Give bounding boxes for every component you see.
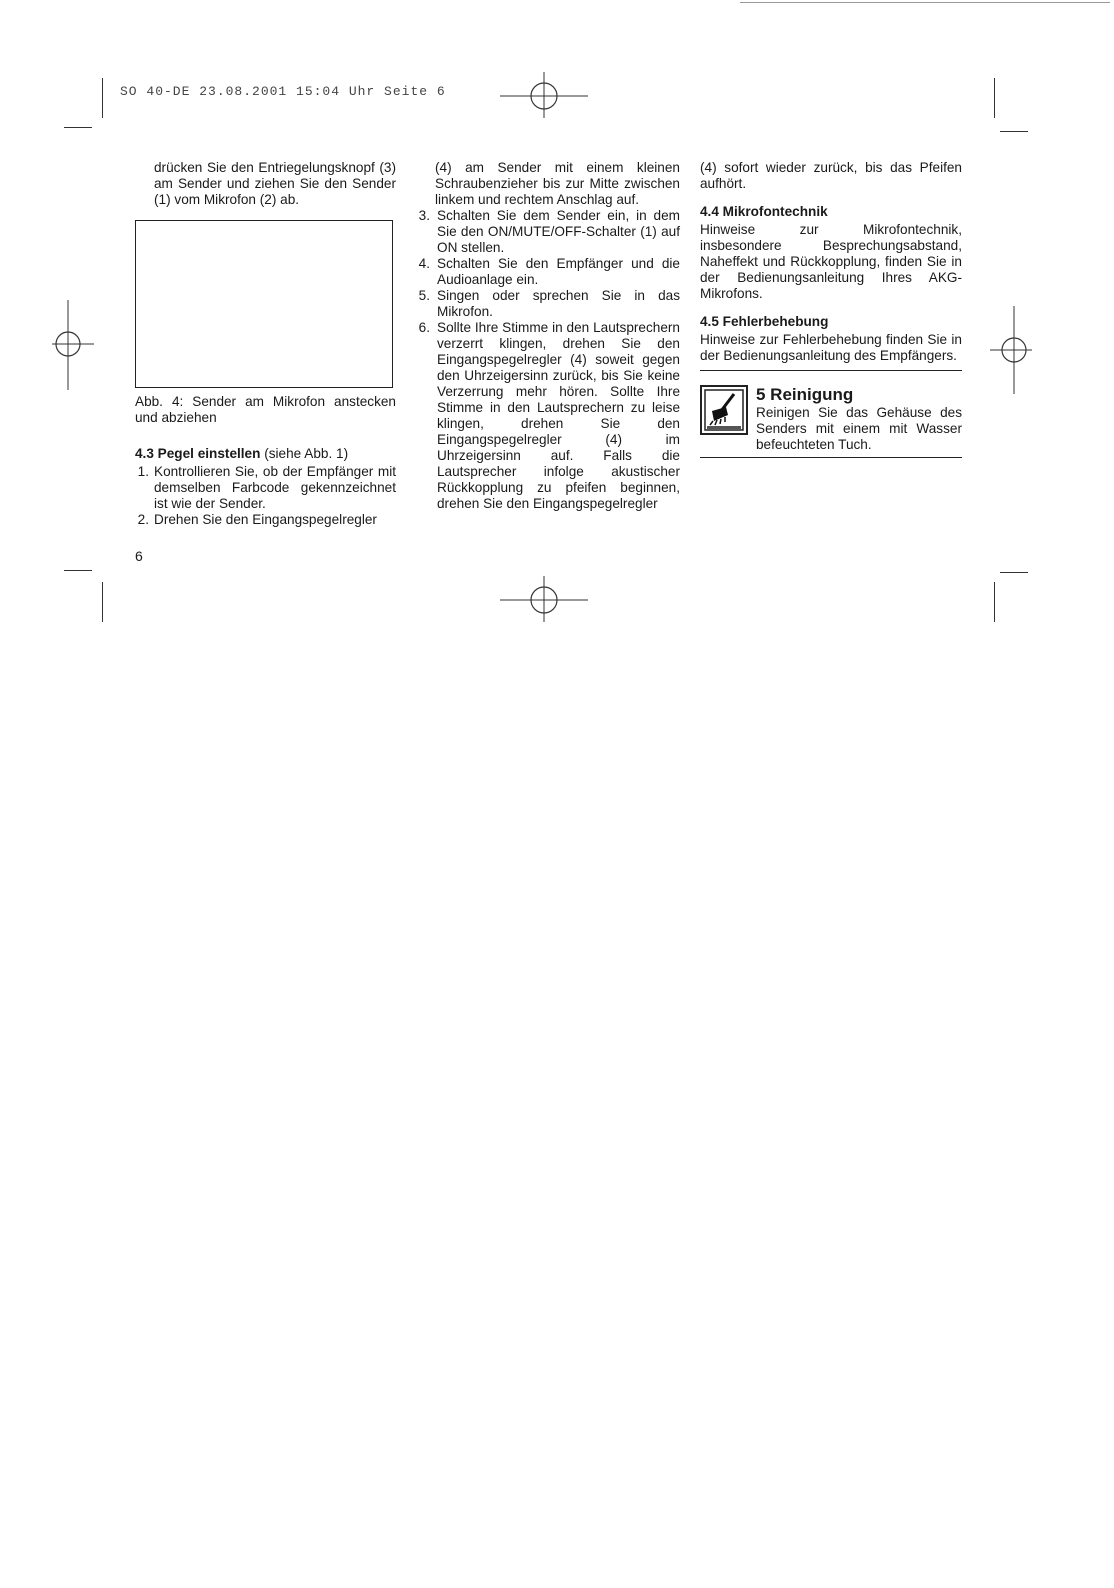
section-5-content — [756, 385, 962, 453]
registration-mark-top — [500, 72, 590, 120]
cleaning-brush-icon — [700, 385, 748, 435]
crop-mark — [1000, 131, 1028, 132]
section-text-4-5: Hinweise zur Fehlerbehebung finden Sie in der Bedienungsanleitung des Empfängers. — [700, 332, 962, 363]
crop-mark — [64, 570, 92, 571]
crop-mark — [994, 582, 995, 622]
steps-list-2 — [416, 208, 680, 512]
divider — [700, 370, 962, 371]
steps-list-1 — [135, 464, 396, 528]
section-title-4-3: 4.3 Pegel einstellen (siehe Abb. 1) — [135, 446, 349, 461]
list-item: 3. Schalten Sie dem Sender ein, in dem Sie den ON/MUTE/OFF-Schalter (1) auf ON stellen. — [418, 208, 680, 255]
scan-edge — [740, 2, 1110, 3]
divider — [700, 457, 962, 458]
column-1 — [135, 160, 396, 528]
section-5-block — [700, 385, 962, 453]
column-2 — [416, 160, 680, 512]
registration-mark-left — [52, 300, 96, 392]
list-item: 5. Singen oder sprechen Sie in das Mikrofon. — [418, 288, 680, 319]
list-item: 2. Drehen Sie den Eingangspegelregler — [137, 512, 377, 527]
figure-caption: Abb. 4: Sender am Mikrofon anstecken und abziehen — [135, 394, 396, 425]
crop-mark — [102, 582, 103, 622]
crop-mark — [64, 127, 92, 128]
crop-mark — [102, 78, 103, 118]
registration-mark-bottom — [500, 576, 590, 624]
column-3 — [700, 160, 962, 458]
section-title-4-5: 4.5 Fehlerbehebung — [700, 314, 829, 329]
col2-continuation: (4) am Sender mit einem kleinen Schraubenzieher bis zur Mitte zwischen linkem und rechtem Anschlag auf. — [435, 160, 680, 207]
col1-intro: drücken Sie den Entriegelungsknopf (3) am Sender und ziehen Sie den Sender (1) vom Mikrofon (2) ab. — [154, 160, 396, 207]
crop-mark — [994, 78, 995, 118]
list-item: 6. Sollte Ihre Stimme in den Lautsprechern verzerrt klingen, drehen Sie den Eingangspegelregler (4) soweit gegen den Uhrzeigersinn zurück, bis Sie keine Verzerrung mehr hören. Sollte Ihre Stimme in den Lautsprechern zu leise klingen, drehen Sie den Eingangspegelregler (4) im Uhrzeigersinn auf. Falls die Lautsprecher infolge akustischer Rückkopplung zu pfeifen beginnen, drehen Sie den Eingangspegelregler — [418, 320, 680, 511]
figure-4-placeholder — [135, 220, 393, 388]
print-slug: SO 40-DE 23.08.2001 15:04 Uhr Seite 6 — [120, 84, 446, 99]
list-item: 4. Schalten Sie den Empfänger und die Audioanlage ein. — [418, 256, 680, 287]
crop-mark — [1000, 572, 1028, 573]
section-text-4-4: Hinweise zur Mikrofontechnik, insbesondere Besprechungsabstand, Naheffekt und Rückkopplung, finden Sie in der Bedienungsanleitung Ihres AKG-Mikrofons. — [700, 222, 962, 301]
section-title-4-4: 4.4 Mikrofontechnik — [700, 204, 828, 219]
list-item: 1. Kontrollieren Sie, ob der Empfänger mit demselben Farbcode gekennzeichnet ist wie der Sender. — [137, 464, 396, 511]
col3-continuation: (4) sofort wieder zurück, bis das Pfeifen aufhört. — [700, 160, 962, 191]
registration-mark-right — [990, 306, 1034, 398]
section-text-5: Reinigen Sie das Gehäuse des Senders mit einem mit Wasser befeuchteten Tuch. — [756, 405, 962, 452]
page-number: 6 — [135, 548, 143, 564]
section-title-5: 5 Reinigung — [756, 385, 854, 404]
